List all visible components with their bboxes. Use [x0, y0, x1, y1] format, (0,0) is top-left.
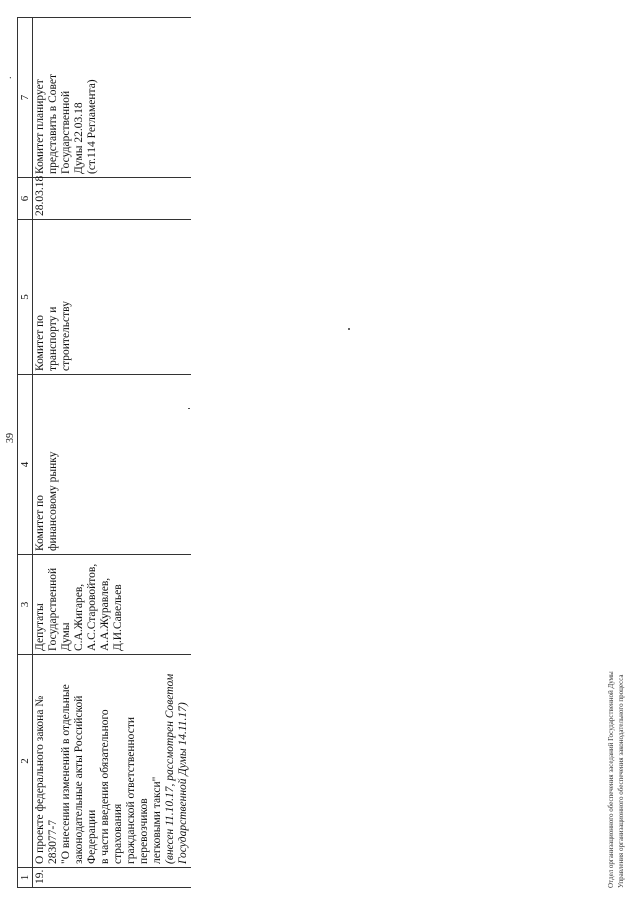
row-number: 19.: [33, 868, 192, 888]
status-line: (ст.114 Регламента): [86, 79, 98, 174]
date-cell: 28.03.18: [33, 178, 192, 220]
status-line: Государственной: [60, 90, 72, 174]
co-committee-line: транспорту и: [47, 306, 59, 371]
author-line: Государственной: [47, 567, 59, 651]
title-line: "О внесении изменений в отдельные: [60, 684, 72, 864]
responsible-committee-cell: [33, 375, 192, 555]
committee-line: Комитет по: [34, 495, 46, 551]
page-number: 39: [5, 433, 16, 443]
col-num-2: 2: [18, 655, 33, 868]
scan-speck: [188, 408, 190, 409]
col-num-6: 6: [18, 178, 33, 220]
col-num-3: 3: [18, 555, 33, 655]
status-line: Думы 22.03.18: [73, 102, 85, 174]
bill-title-cell: [33, 655, 192, 868]
co-committee-line: Комитет по: [34, 315, 46, 371]
bill-table: [17, 17, 191, 888]
author-line: Думы: [60, 622, 72, 651]
note-line: (внесен 11.10.17, рассмотрен Советом: [164, 673, 176, 864]
status-line: представить в Совет: [47, 73, 59, 174]
committee-line: финансовому рынку: [47, 451, 59, 551]
author-line: Д.И.Савельев: [112, 584, 124, 651]
page-footer: [606, 671, 626, 888]
author-line: А.А.Журавлев,: [99, 577, 111, 651]
footer-line-1: Отдел организационного обеспечения заседаний Государственной Думы: [607, 671, 615, 888]
note-line: Государственной Думы 14.11.17): [177, 702, 189, 864]
co-committee-cell: [33, 220, 192, 375]
table-row: [33, 18, 192, 888]
column-number-row: [18, 18, 33, 888]
status-line: Комитет планирует: [34, 79, 46, 174]
col-num-4: 4: [18, 375, 33, 555]
col-num-1: 1: [18, 868, 33, 888]
co-committee-line: строительству: [60, 301, 72, 371]
col-num-7: 7: [18, 18, 33, 178]
col-num-5: 5: [18, 220, 33, 375]
author-line: С.А.Жигарев,: [73, 583, 85, 651]
title-line: О проекте федерального закона № 283077-7: [34, 695, 59, 864]
author-line: А.С.Старовойтов,: [86, 563, 98, 651]
scan-speck: [348, 328, 350, 330]
footer-line-2: Управления организационного обеспечения законодательного процесса: [617, 674, 625, 888]
title-line: в части введения обязательного страхования: [99, 709, 124, 864]
corner-mark: .: [3, 76, 14, 79]
title-line: легковыми такси": [151, 776, 163, 864]
title-line: законодательные акты Российской Федерации: [73, 695, 98, 864]
status-cell: [33, 18, 192, 178]
authors-cell: [33, 555, 192, 655]
author-line: Депутаты: [34, 603, 46, 651]
title-line: гражданской ответственности перевозчиков: [125, 717, 150, 864]
